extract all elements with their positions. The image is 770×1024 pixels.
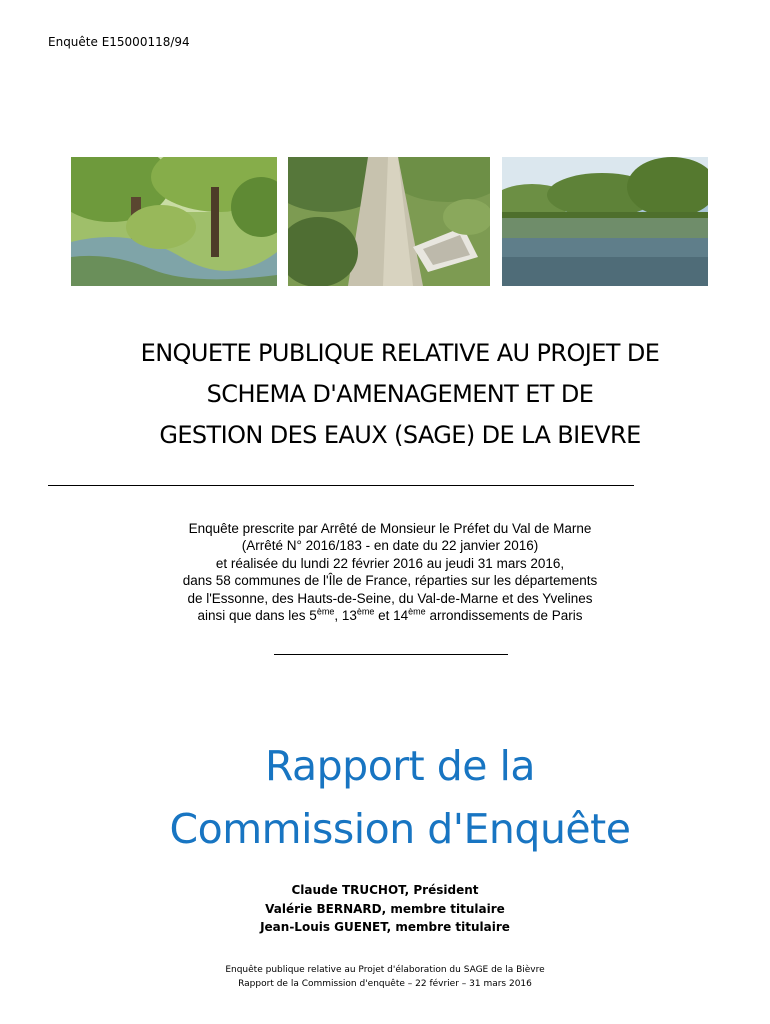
info-text: , 13 bbox=[334, 608, 357, 624]
title-line: GESTION DES EAUX (SAGE) DE LA BIEVRE bbox=[159, 421, 641, 449]
report-title-line: Rapport de la bbox=[264, 742, 536, 790]
garden-path-photo bbox=[288, 157, 490, 286]
info-line: dans 58 communes de l'Île de France, réparties sur les départements bbox=[182, 573, 598, 589]
document-reference: Enquête E15000118/94 bbox=[48, 35, 190, 49]
member-name: Claude TRUCHOT, Président bbox=[291, 883, 479, 897]
document-title bbox=[40, 333, 760, 456]
footer-line: Enquête publique relative au Projet d'élaboration du SAGE de la Bièvre bbox=[225, 965, 545, 975]
lake-photo bbox=[502, 157, 708, 286]
info-text: ainsi que dans les 5 bbox=[197, 608, 317, 624]
garden-path-image bbox=[288, 157, 490, 286]
ordinal-sup: ème bbox=[408, 606, 426, 617]
river-willow-photo bbox=[71, 157, 277, 286]
title-line: ENQUETE PUBLIQUE RELATIVE AU PROJET DE bbox=[140, 339, 660, 367]
ordinal-sup: ème bbox=[356, 606, 375, 617]
riverbank-willow-image bbox=[71, 157, 277, 286]
ordinal-sup: ème bbox=[316, 606, 335, 617]
member-name: Jean-Louis GUENET, membre titulaire bbox=[260, 920, 510, 935]
info-line bbox=[100, 607, 680, 624]
info-text: arrondissements de Paris bbox=[425, 608, 583, 624]
report-title-line: Commission d'Enquête bbox=[169, 805, 631, 853]
info-line: (Arrêté N° 2016/183 - en date du 22 janvier 2016) bbox=[241, 538, 539, 554]
info-divider bbox=[274, 654, 508, 655]
info-text: et 14 bbox=[374, 608, 409, 624]
info-line: et réalisée du lundi 22 février 2016 au jeudi 31 mars 2016, bbox=[215, 555, 565, 571]
member-name: Valérie BERNARD, membre titulaire bbox=[265, 901, 505, 916]
report-title bbox=[40, 735, 760, 861]
info-line: de l'Essonne, des Hauts-de-Seine, du Val-de-Marne et des Yvelines bbox=[187, 590, 593, 606]
title-line: SCHEMA D'AMENAGEMENT ET DE bbox=[206, 380, 594, 408]
commission-members bbox=[190, 881, 580, 937]
inquiry-details bbox=[100, 520, 680, 624]
photo-banner bbox=[71, 157, 708, 286]
info-line: Enquête prescrite par Arrêté de Monsieur le Préfet du Val de Marne bbox=[188, 521, 592, 536]
page-footer bbox=[190, 963, 580, 991]
lake-image bbox=[502, 157, 708, 286]
title-divider bbox=[48, 485, 634, 486]
footer-line: Rapport de la Commission d'enquête – 22 février – 31 mars 2016 bbox=[238, 979, 532, 989]
